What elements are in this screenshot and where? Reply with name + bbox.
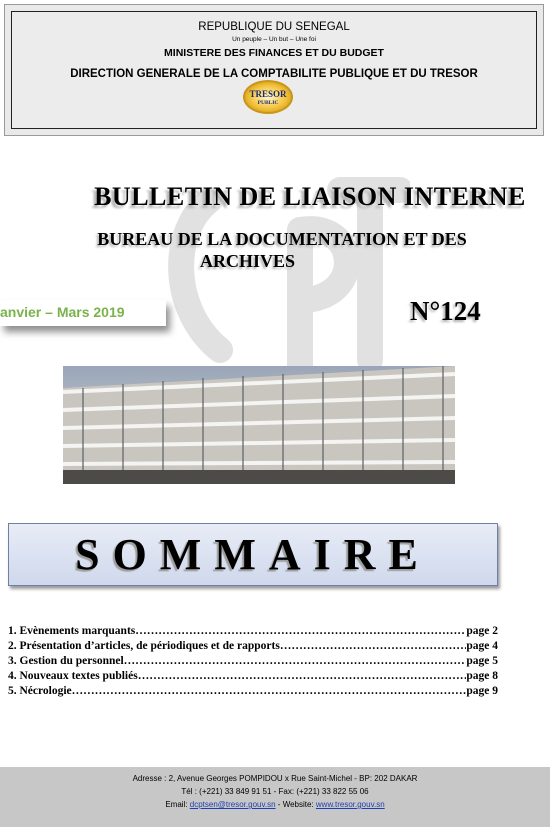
issue-date-badge: anvier – Mars 2019 — [0, 300, 166, 326]
toc-item-2[interactable] — [8, 639, 498, 654]
header-frame — [4, 4, 544, 136]
bureau-title — [72, 228, 492, 272]
toc-item-label: 2. Présentation d’articles, de périodiques et de rapports — [8, 640, 280, 652]
footer-contact — [0, 798, 550, 811]
toc-item-3[interactable] — [8, 654, 498, 669]
national-motto: Un peuple – Un but – Une foi — [232, 36, 316, 43]
toc-item-label: 3. Gestion du personnel — [8, 655, 124, 667]
toc-item-label: 5. Nécrologie — [8, 685, 72, 697]
bulletin-title: BULLETIN DE LIAISON INTERNE — [94, 182, 526, 211]
sommaire-heading: SOMMAIRE — [75, 530, 431, 579]
table-of-contents — [8, 624, 498, 699]
toc-leader-dots — [135, 624, 466, 639]
footer-website-link[interactable]: www.tresor.gouv.sn — [315, 800, 385, 809]
footer-website-label: - Website: — [275, 800, 316, 809]
toc-item-label: 4. Nouveaux textes publiés — [8, 670, 138, 682]
building-photo — [63, 366, 455, 484]
ministry-name: MINISTERE DES FINANCES ET DU BUDGET — [164, 47, 384, 59]
toc-item-5[interactable] — [8, 684, 498, 699]
bureau-title-line1: BUREAU DE LA DOCUMENTATION ET DES — [97, 229, 467, 249]
toc-item-1[interactable] — [8, 624, 498, 639]
toc-item-page: page 8 — [466, 670, 498, 682]
tresor-public-logo — [243, 80, 293, 114]
toc-leader-dots — [280, 639, 467, 654]
toc-item-4[interactable] — [8, 669, 498, 684]
toc-leader-dots — [124, 654, 467, 669]
toc-item-page: page 9 — [466, 685, 498, 697]
logo-text-tresor: TRESOR — [249, 89, 287, 99]
sommaire-banner — [8, 523, 498, 586]
toc-item-page: page 4 — [466, 640, 498, 652]
bureau-title-line2: ARCHIVES — [200, 251, 296, 271]
footer-email-label: Email: — [165, 800, 190, 809]
direction-name: DIRECTION GENERALE DE LA COMPTABILITE PUBLIQUE ET DU TRESOR — [70, 68, 478, 80]
toc-leader-dots — [138, 669, 467, 684]
footer — [0, 767, 550, 827]
footer-phone: Tél : (+221) 33 849 91 51 - Fax: (+221) 33 822 55 06 — [181, 787, 369, 796]
toc-item-label: 1. Evènements marquants — [8, 625, 136, 637]
footer-address: Adresse : 2, Avenue Georges POMPIDOU x Rue Saint-Michel - BP: 202 DAKAR — [132, 774, 418, 783]
toc-item-page: page 5 — [466, 655, 498, 667]
footer-email-link[interactable]: dcptsen@tresor.gouv.sn — [189, 800, 276, 809]
republic-name: REPUBLIQUE DU SENEGAL — [198, 21, 350, 33]
toc-item-page: page 2 — [466, 625, 498, 637]
logo-text-public: PUBLIC — [257, 100, 279, 106]
toc-leader-dots — [72, 684, 467, 699]
issue-number: N°124 — [410, 296, 481, 326]
